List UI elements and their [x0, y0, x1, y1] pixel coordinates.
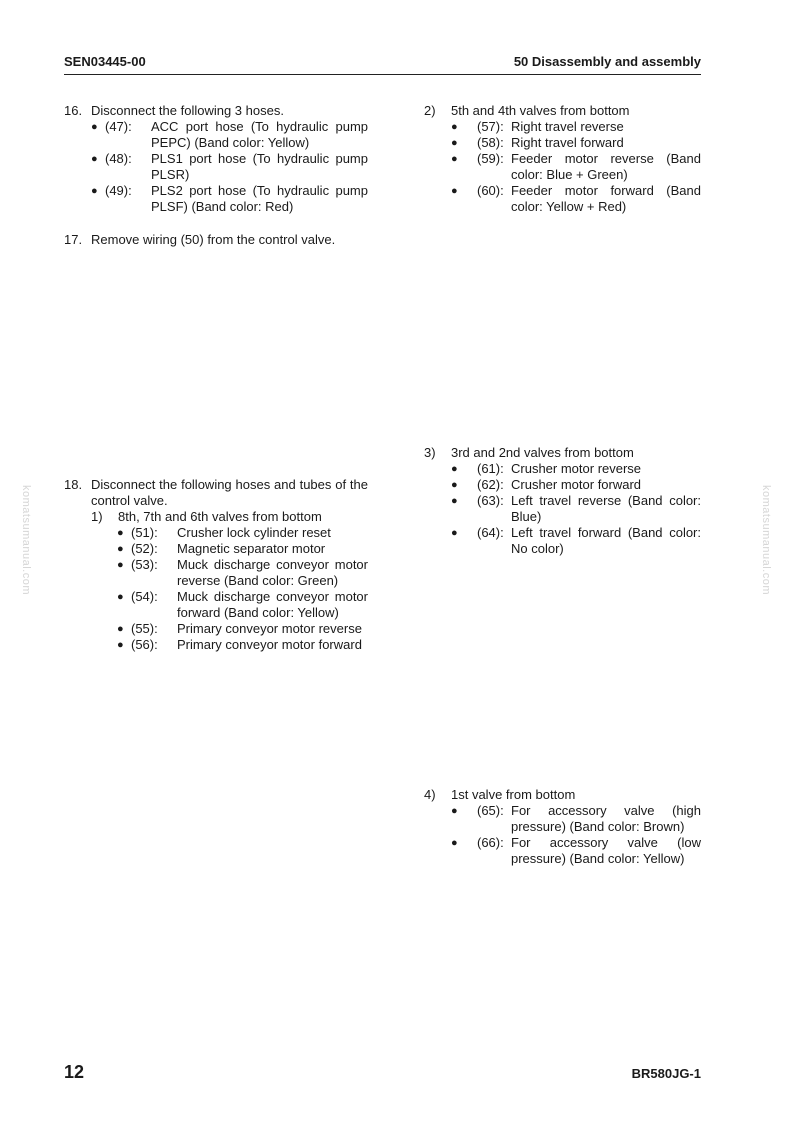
bullet-icon: ●: [117, 591, 124, 603]
step-text: Disconnect the following hoses and tubes of the control valve.: [91, 477, 368, 508]
part-desc: Right travel reverse: [511, 119, 624, 134]
part-code: (64):: [477, 525, 504, 540]
substep-2-heading: [424, 103, 701, 119]
substep-number: 2): [424, 103, 436, 118]
part-code: (56):: [131, 637, 158, 652]
part-code: (55):: [131, 621, 158, 636]
part-code: (59):: [477, 151, 504, 166]
list-item: [424, 461, 701, 477]
bullet-icon: ●: [451, 137, 458, 149]
part-desc: Primary conveyor motor forward: [177, 637, 362, 652]
list-item: [424, 119, 701, 135]
substep-1-heading: [91, 509, 368, 525]
bullet-icon: ●: [451, 495, 458, 507]
part-code: (49):: [105, 183, 132, 198]
list-item: [424, 151, 701, 183]
part-code: (57):: [477, 119, 504, 134]
list-item: [424, 525, 701, 557]
watermark-right: komatsumanual.com: [760, 485, 772, 595]
part-code: (60):: [477, 183, 504, 198]
substep-2: [424, 103, 701, 215]
step-number: 17.: [64, 232, 83, 247]
model-name: BR580JG-1: [631, 1066, 701, 1081]
substep-number: 4): [424, 787, 436, 802]
bullet-icon: ●: [451, 805, 458, 817]
substep-3: [424, 445, 701, 557]
substep-number: 3): [424, 445, 436, 460]
part-desc: Feeder motor forward (Band color: Yellow + Red): [511, 183, 701, 214]
step-18-heading: [64, 477, 368, 509]
part-code: (62):: [477, 477, 504, 492]
part-code: (61):: [477, 461, 504, 476]
part-desc: Left travel reverse (Band color: Blue): [511, 493, 701, 524]
part-code: (52):: [131, 541, 158, 556]
substep-text: 8th, 7th and 6th valves from bottom: [118, 509, 322, 524]
part-code: (63):: [477, 493, 504, 508]
page-number: 12: [64, 1062, 85, 1082]
bullet-icon: ●: [117, 527, 124, 539]
bullet-icon: ●: [451, 153, 458, 165]
list-item: [64, 621, 368, 637]
list-item: [64, 151, 368, 183]
part-desc: Muck discharge conveyor motor reverse (Band color: Green): [177, 557, 368, 588]
list-item: [64, 183, 368, 215]
bullet-icon: ●: [117, 543, 124, 555]
part-code: (51):: [131, 525, 158, 540]
part-desc: Crusher motor forward: [511, 477, 642, 492]
step-16: [64, 103, 368, 215]
list-item: [64, 119, 368, 151]
bullet-icon: ●: [451, 185, 458, 197]
part-desc: PLS2 port hose (To hydraulic pump PLSF) (Band color: Red): [151, 183, 368, 214]
doc-id: SEN03445-00: [64, 54, 146, 69]
list-item: [424, 493, 701, 525]
part-code: (65):: [477, 803, 504, 818]
part-desc: PLS1 port hose (To hydraulic pump PLSR): [151, 151, 368, 182]
list-item: [424, 835, 701, 867]
step-number: 16.: [64, 103, 83, 118]
step-17: [64, 232, 368, 248]
part-desc: Right travel forward: [511, 135, 624, 150]
part-code: (53):: [131, 557, 158, 572]
list-item: [64, 589, 368, 621]
step-18: [64, 477, 368, 653]
part-code: (48):: [105, 151, 132, 166]
bullet-icon: ●: [91, 121, 98, 133]
substep-4-heading: [424, 787, 701, 803]
substep-text: 3rd and 2nd valves from bottom: [451, 445, 634, 460]
part-desc: Primary conveyor motor reverse: [177, 621, 362, 636]
part-code: (47):: [105, 119, 132, 134]
header-rule: [64, 74, 701, 75]
list-item: [424, 803, 701, 835]
list-item: [424, 183, 701, 215]
substep-3-heading: [424, 445, 701, 461]
part-desc: ACC port hose (To hydraulic pump PEPC) (Band color: Yellow): [151, 119, 368, 150]
substep-text: 5th and 4th valves from bottom: [451, 103, 630, 118]
bullet-icon: ●: [451, 463, 458, 475]
part-code: (58):: [477, 135, 504, 150]
substep-4-list: [424, 803, 701, 867]
substep-3-list: [424, 461, 701, 557]
list-item: [64, 525, 368, 541]
bullet-icon: ●: [117, 559, 124, 571]
substep-text: 1st valve from bottom: [451, 787, 576, 802]
part-desc: Crusher lock cylinder reset: [177, 525, 331, 540]
list-item: [64, 541, 368, 557]
part-code: (54):: [131, 589, 158, 604]
part-desc: Muck discharge conveyor motor forward (Band color: Yellow): [177, 589, 368, 620]
list-item: [424, 135, 701, 151]
part-desc: Left travel forward (Band color: No color): [511, 525, 701, 556]
bullet-icon: ●: [91, 185, 98, 197]
part-desc: For accessory valve (low pressure) (Band color: Yellow): [511, 835, 701, 866]
list-item: [64, 557, 368, 589]
list-item: [424, 477, 701, 493]
substep-number: 1): [91, 509, 103, 524]
part-desc: Crusher motor reverse: [511, 461, 642, 476]
substep-1-list: [64, 525, 368, 653]
bullet-icon: ●: [117, 623, 124, 635]
bullet-icon: ●: [451, 837, 458, 849]
bullet-icon: ●: [451, 121, 458, 133]
bullet-icon: ●: [91, 153, 98, 165]
bullet-icon: ●: [451, 527, 458, 539]
part-code: (66):: [477, 835, 504, 850]
step-16-list: [64, 119, 368, 215]
part-desc: Feeder motor reverse (Band color: Blue + Green): [511, 151, 701, 182]
part-desc: For accessory valve (high pressure) (Band color: Brown): [511, 803, 701, 834]
step-16-heading: [64, 103, 368, 119]
list-item: [64, 637, 368, 653]
bullet-icon: ●: [451, 479, 458, 491]
step-text: Remove wiring (50) from the control valve.: [91, 232, 336, 247]
step-text: Disconnect the following 3 hoses.: [91, 103, 284, 118]
part-desc: Magnetic separator motor: [177, 541, 326, 556]
section-title: 50 Disassembly and assembly: [513, 54, 701, 69]
substep-4: [424, 787, 701, 867]
step-number: 18.: [64, 477, 83, 492]
watermark-left: komatsumanual.com: [20, 485, 32, 595]
bullet-icon: ●: [117, 639, 124, 651]
substep-2-list: [424, 119, 701, 215]
step-17-heading: [64, 232, 368, 248]
